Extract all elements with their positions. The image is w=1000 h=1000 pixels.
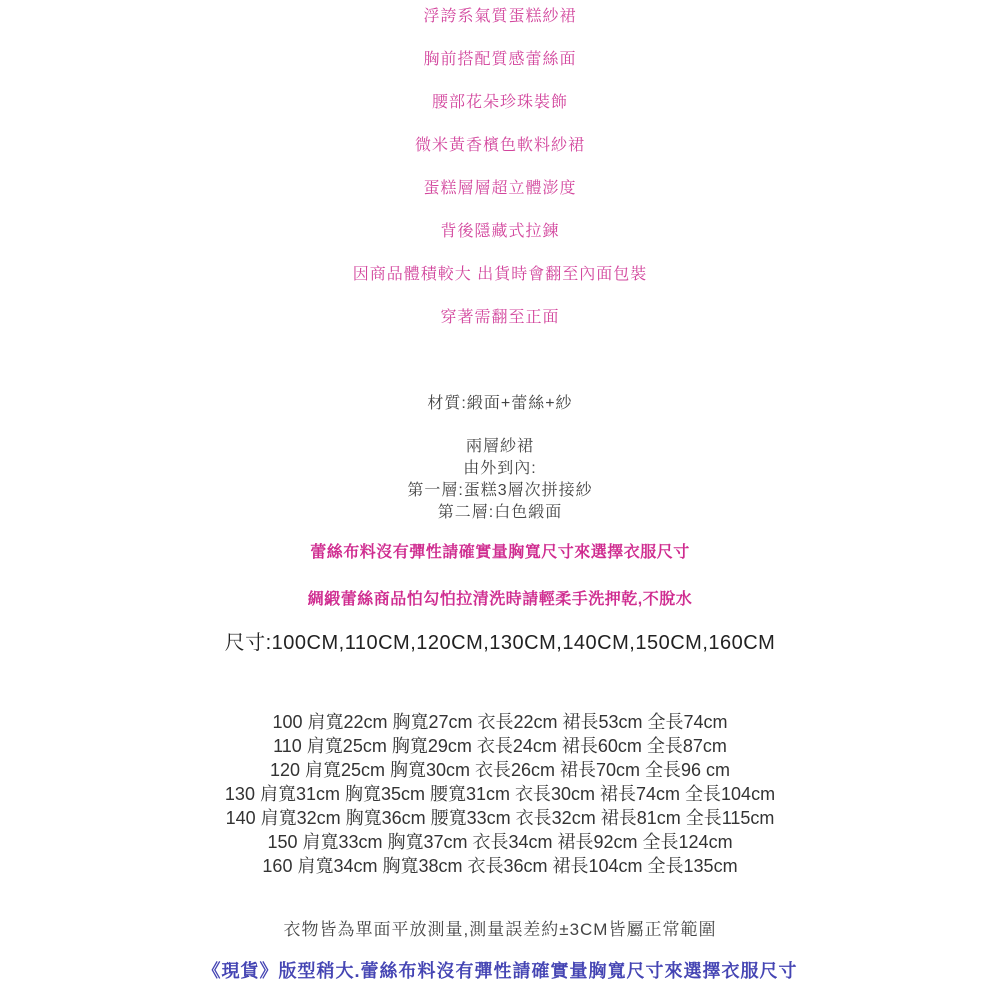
material-details <box>0 436 1000 524</box>
size-row-150: 150 肩寬33cm 胸寬37cm 衣長34cm 裙長92cm 全長124cm <box>267 832 733 852</box>
headline-cake-tulle-dress: 浮誇系氣質蛋糕紗裙 <box>423 8 577 25</box>
size-row-100: 100 肩寬22cm 胸寬27cm 衣長22cm 裙長53cm 全長74cm <box>272 712 728 732</box>
size-row-160: 160 肩寬34cm 胸寬38cm 衣長36cm 裙長104cm 全長135cm <box>262 856 738 876</box>
size-chart <box>0 710 1000 878</box>
material-line-outside-in: 由外到內: <box>463 460 537 477</box>
size-row-140: 140 肩寬32cm 胸寬36cm 腰寬33cm 衣長32cm 裙長81cm 全長115cm <box>225 808 775 828</box>
headline-waist-pearl-flower: 腰部花朵珍珠裝飾 <box>431 94 568 111</box>
headline-packaging-note: 因商品體積較大 出貨時會翻至內面包裝 <box>352 266 648 283</box>
material-line-two-layers: 兩層紗裙 <box>465 438 534 455</box>
size-options-heading: 尺寸:100CM,110CM,120CM,130CM,140CM,150CM,160CM <box>224 632 776 654</box>
headline-lace-front: 胸前搭配質感蕾絲面 <box>423 51 577 68</box>
size-row-130: 130 肩寬31cm 胸寬35cm 腰寬31cm 衣長30cm 裙長74cm 全長104cm <box>224 784 776 804</box>
in-stock-sizing-note: 《現貨》版型稍大.蕾絲布料沒有彈性請確實量胸寬尺寸來選擇衣服尺寸 <box>202 961 798 981</box>
care-note-sizing: 蕾絲布料沒有彈性請確實量胸寬尺寸來選擇衣服尺寸 <box>310 544 690 561</box>
size-row-120: 120 肩寬25cm 胸寬30cm 衣長26cm 裙長70cm 全長96 cm <box>269 760 731 780</box>
headline-hidden-zipper: 背後隱藏式拉鍊 <box>440 223 560 240</box>
size-row-110: 110 肩寬25cm 胸寬29cm 衣長24cm 裙長60cm 全長87cm <box>273 736 727 756</box>
headline-cake-layers: 蛋糕層層超立體澎度 <box>423 180 577 197</box>
material-title: 材質:緞面+蕾絲+紗 <box>427 395 573 412</box>
measurement-tolerance-note: 衣物皆為單面平放測量,測量誤差約±3CM皆屬正常範圍 <box>283 920 717 939</box>
care-note-washing: 綢緞蕾絲商品怕勾怕拉清洗時請輕柔手洗押乾,不脫水 <box>307 591 693 608</box>
material-line-second-layer: 第二層:白色緞面 <box>437 504 563 521</box>
headline-champagne-fabric: 微米黃香檳色軟料紗裙 <box>414 137 585 154</box>
material-line-first-layer: 第一層:蛋糕3層次拼接紗 <box>407 482 593 499</box>
headline-turn-to-front: 穿著需翻至正面 <box>440 309 560 326</box>
